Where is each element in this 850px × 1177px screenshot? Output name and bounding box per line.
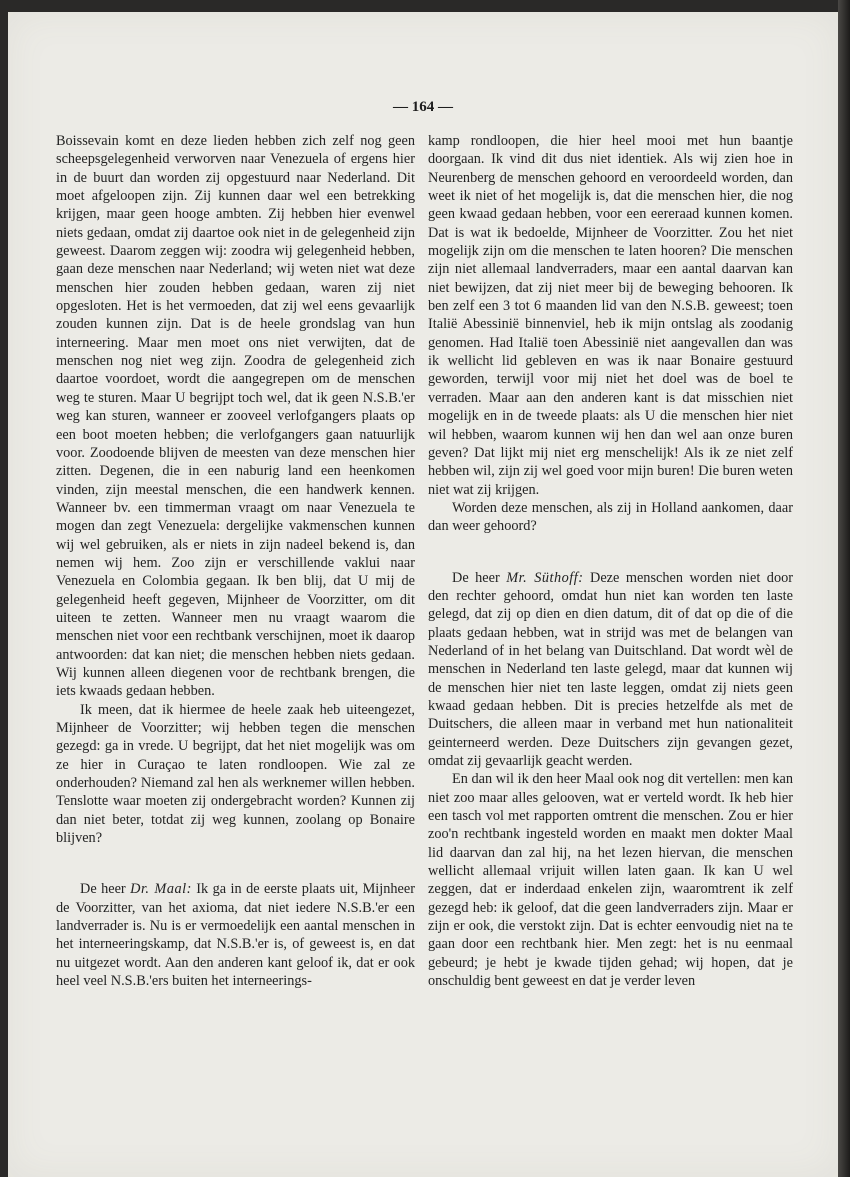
speech-text: Deze menschen worden niet door den rechter gehoord, omdat hun niet kan worden ten laste gelegd, dat zij op dien en dien datum, dit of dat op die of die plaats gedaan hebben, wat in strijd was met de belangen van Nederland of in het belang van Duitschland. Dat wordt wèl de menschen in Nederland ten laste gelegd, maar dat kunnen wij de menschen hier niet ten laste leggen, omdat zij niets geen kwaad gedaan hebben. Dit is precies hetzelfde als met de Duitschers, die alleen maar in verband met hun nationaliteit geinterneerd werden. Deze Duitschers zijn gevangen gezet, omdat zij gevaarlijk geacht werden.: [428, 569, 794, 769]
page-number: — 164 —: [393, 99, 453, 115]
paragraph-gap: [56, 847, 415, 880]
document-page: [8, 12, 838, 1177]
right-paragraph-4: En dan wil ik den heer Maal ook nog dit vertellen: men kan niet zoo maar alles gelooven, wat er verteld wordt. Ik heb hier een tasch vol met rapporten omtrent die menschen. Zou er hier zoo'n rechtbank ingesteld worden en maakt men dokter Maal lid daarvan dan zal hij, na het lezen hiervan, die menschen wellicht allemaal vrijuit willen laten gaan. Ik kan U wel zeggen, dat er inderdaad enkelen zijn, waaromtrent ik zelf gezegd heb: ik geloof, dat die geen landverraders zijn. Maar er zijn er ook, die verstokt zijn. Dat is echter eenvoudig niet na te gaan door een rechtbank hier. Men zegt: het is nu eenmaal gebeurd; je hebt je kwade tijden gehad; wij hopen, dat je onschuldig bent geweest en dat je verder leven: [428, 771, 793, 990]
right-column: [428, 132, 793, 990]
right-paragraph-3: [428, 569, 793, 771]
speaker-name: Mr. Süthoff:: [506, 569, 584, 586]
left-paragraph-3: [56, 880, 415, 990]
speaker-prefix: De heer: [452, 569, 507, 586]
left-paragraph-1: Boissevain komt en deze lieden hebben zich zelf nog geen scheepsgelegenheid verworven naar Venezuela of ergens hier in de buurt dan worden zij opgestuurd naar Nederland. Dit moet afgeloopen zijn. Zij kunnen daar wel een betrekking krijgen, maar geen hooge ambten. Zij hebben hier evenwel niets gedaan, omdat zij daartoe ook niet in de gelegenheid zijn geweest. Daarom zeggen wij: zoodra wij gelegenheid hebben, gaan deze menschen naar Nederland; wij weten niet wat deze menschen hier zouden hebben gedaan, waren zij niet opgesloten. Het is het vermoeden, dat zij wel eens gevaarlijk zouden kunnen zijn. Dat is de heele grondslag van hun interneering. Maar men moet ons niet verwijten, dat de menschen nog niet weg zijn. Zoodra de gelegenheid zich daartoe voordoet, wordt die aangegrepen om de menschen weg te sturen. Maar U begrijpt toch wel, dat ik geen N.S.B.'er weg kan sturen, wanneer er zooveel verlofgangers plaats op een boot moeten hebben; die verlofgangers gaan natuurlijk voor. Zoodoende blijven de meesten van deze menschen hier zitten. Degenen, die in een naburig land een heenkomen vinden, zijn meestal menschen, die een handwerk kennen. Wanneer bv. een timmerman vraagt om naar Venezuela te mogen dan zegt Venezuela: dergelijke vakmenschen kunnen wij wel gebruiken, als er niets in zijn nadeel bekend is, dan nemen wij hem. Zoo zijn er verschillende vaklui naar Venezuela en Colombia gegaan. Ik ben blij, dat U mij de gelegenheid heeft gegeven, Mijnheer de Voorzitter, om dit uiteen te zetten. Wanneer men nu vraagt waarom die menschen niet voor een rechtbank verschijnen, moet ik daarop antwoorden: dat kan niet; die menschen hebben niets gedaan. Wij kunnen alleen diegenen voor de rechtbank brengen, die iets kwaads gedaan hebben.: [56, 133, 415, 700]
left-column: [56, 132, 415, 990]
paragraph-gap: [428, 536, 793, 569]
speaker-name: Dr. Maal:: [130, 881, 192, 898]
right-paragraph-2: Worden deze menschen, als zij in Holland aankomen, daar dan weer gehoord?: [428, 499, 793, 535]
left-paragraph-2: Ik meen, dat ik hiermee de heele zaak heb uiteengezet, Mijnheer de Voorzitter; wij hebben tegen die menschen gezegd: ga in vrede. U begrijpt, dat het niet mogelijk was om ze hier in Curaçao te laten rondloopen. Wie zal ze onderhouden? Niemand zal hen als werknemer willen hebben. Tenslotte waar moeten zij ondergebracht worden? Kunnen zij dan niet beter, totdat zij weg kunnen, zoolang op Bonaire blijven?: [56, 701, 415, 847]
right-paragraph-1: kamp rondloopen, die hier heel mooi met hun baantje doorgaan. Ik vind dit dus niet identiek. Als wij zien hoe in Neurenberg de menschen gehoord en veroordeeld worden, dan weet ik niet of het mogelijk is, dat die menschen hier, die nog geen kwaad gedaan hebben, voor een eereraad kunnen komen. Dat is wat ik bedoelde, Mijnheer de Voorzitter. Zou het niet mogelijk zijn om die menschen te laten hooren? Die menschen zijn niet allemaal landverraders, maar een aantal daarvan kan niet bewijzen, dat zij niet meer bij de beweging behooren. Ik ben zelf een 3 tot 6 maanden lid van den N.S.B. geweest; toen Italië Abessinië binnenviel, heb ik mijn ontslag als zoodanig genomen. Had Italië toen Abessinië niet aangevallen dan was ik wellicht lid gebleven en was ik naar Bonaire gestuurd geworden, terwijl voor mij niet het doel was de boel te verraden. Maar aan den anderen kant is dat misschien niet mogelijk en in de tweede plaats: als U die menschen hier niet wil hebben, waarom kunnen wij hen dan wel aan onze buren geven? Dat lijkt mij niet erg menschelijk! Als ik ze niet zelf hebben wil, zijn zij wel goed voor mijn buren! Die buren weten niet wat zij krijgen.: [428, 133, 793, 498]
scan-edge-shadow: [838, 0, 850, 1177]
speech-text: Ik ga in de eerste plaats uit, Mijnheer de Voorzitter, van het axioma, dat niet iedere N.S.B.'er een landverrader is. Nu is er vermoedelijk een aantal menschen in het interneeringskamp, dat N.S.B.'er is, of geweest is, en dat nu uitgezet wordt. Aan den anderen kant geloof ik, dat er ook heel veel N.S.B.'ers buiten het interneerings-: [56, 881, 416, 990]
speaker-prefix: De heer: [80, 881, 131, 898]
